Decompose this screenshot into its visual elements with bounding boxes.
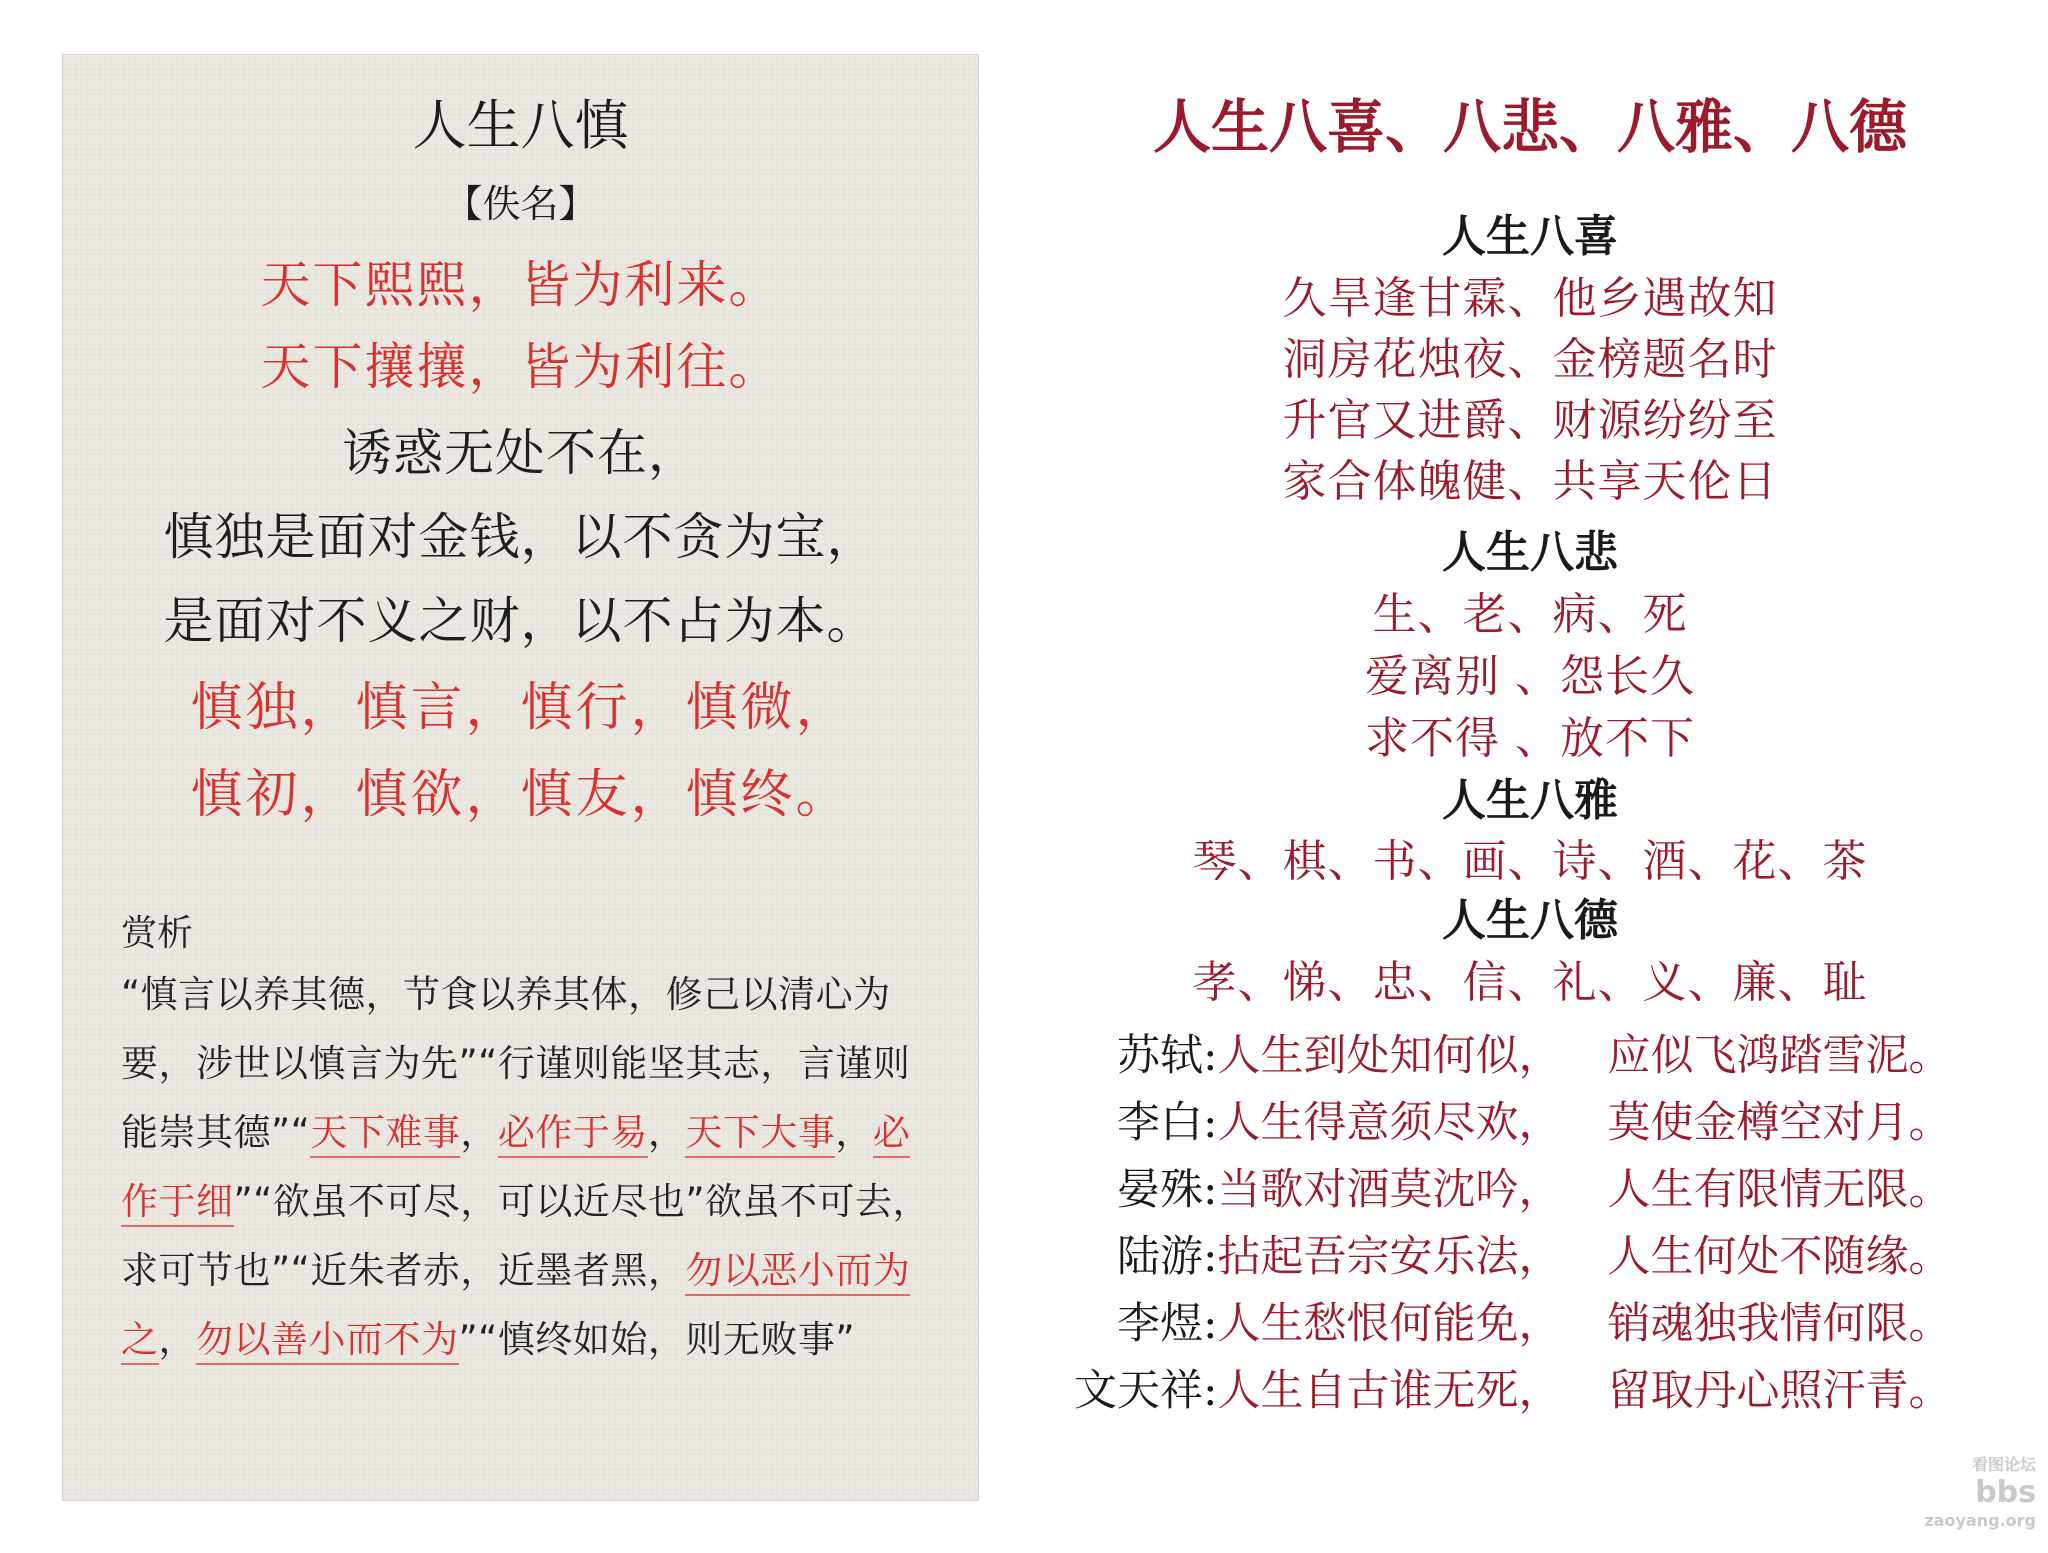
- quote-row: [1068, 1089, 1952, 1148]
- watermark: [1924, 1451, 2036, 1535]
- appreciation-heading: 赏析: [121, 913, 194, 954]
- joys-line: 洞房花烛夜、金榜题名时: [1282, 334, 1778, 385]
- colon: :: [1203, 1366, 1218, 1416]
- appreciation-text: ”“欲虽不可尽，可以近尽也”欲虽不可去，求可节也”“近朱者赤，近墨者黑，: [121, 1180, 931, 1292]
- right-title: 人生八喜、八悲、八雅、八德: [1152, 93, 1907, 161]
- poem-black-line: 诱惑无处不在，: [342, 424, 699, 482]
- left-card: [63, 55, 978, 1500]
- quote-line: 人生愁恨何能免，: [1217, 1299, 1562, 1349]
- colon: :: [1203, 1232, 1218, 1282]
- poem-red-line: 天下熙熙，皆为利来。: [260, 256, 781, 314]
- poet-name: 晏殊: [1117, 1165, 1203, 1215]
- quote-line: 销魂独我情何限。: [1607, 1299, 1952, 1349]
- appreciation-highlight: 必作于细: [121, 1111, 910, 1227]
- appreciation-highlight: 勿以恶小而为之: [121, 1249, 910, 1365]
- sorrows-heading: 人生八悲: [1442, 527, 1618, 578]
- joys-heading: 人生八喜: [1442, 211, 1618, 262]
- appreciation-text: ，: [460, 1111, 498, 1154]
- quote-line: 莫使金樽空对月。: [1607, 1098, 1952, 1148]
- virtues-heading: 人生八德: [1442, 895, 1618, 946]
- watermark-main: bbs: [1975, 1475, 2036, 1510]
- quote-line: 当歌对酒莫沈吟，: [1217, 1165, 1562, 1215]
- joys-line: 久旱逢甘霖、他乡遇故知: [1282, 273, 1778, 324]
- appreciation-highlight: 必作于易: [498, 1111, 648, 1158]
- quote-row: [1068, 1290, 1952, 1349]
- appreciation-body: [121, 960, 941, 1374]
- appreciation-highlight: 勿以善小而不为: [196, 1318, 459, 1365]
- poet-name: 苏轼: [1117, 1031, 1203, 1081]
- poem-black-line: 慎独是面对金钱，以不贪为宝，: [163, 508, 878, 566]
- appreciation-text: ，: [158, 1318, 196, 1361]
- appreciation-highlight: 天下大事: [685, 1111, 835, 1158]
- joys-line: 升官又进爵、财源纷纷至: [1282, 395, 1778, 446]
- poet-name: 文天祥: [1074, 1366, 1203, 1416]
- quote-line: 人生自古谁无死，: [1217, 1366, 1562, 1416]
- poem-red-line: 慎初，慎欲，慎友，慎终。: [190, 765, 851, 825]
- quote-line: 人生得意须尽欢，: [1217, 1098, 1562, 1148]
- virtues-line: 孝、悌、忠、信、礼、义、廉、耻: [1192, 957, 1868, 1008]
- sorrows-line: 求不得 、放不下: [1365, 713, 1695, 764]
- appreciation-highlight: 天下难事: [310, 1111, 460, 1158]
- quote-line: 人生有限情无限。: [1607, 1165, 1952, 1215]
- colon: :: [1203, 1098, 1218, 1148]
- poem-black-line: 是面对不义之财，以不占为本。: [163, 592, 878, 650]
- colon: :: [1203, 1165, 1218, 1215]
- quote-row: [1068, 1223, 1952, 1282]
- sorrows-line: 生、老、病、死: [1372, 589, 1688, 640]
- poet-name: 李煜: [1117, 1299, 1203, 1349]
- elegances-line: 琴、棋、书、画、诗、酒、花、茶: [1192, 836, 1868, 887]
- appreciation-text: ，: [835, 1111, 873, 1154]
- quote-line: 人生到处知何似，: [1217, 1031, 1562, 1081]
- appreciation-text: “慎言以养其德，节食以养其体，修己以清心为要，涉世以慎言为先”“行谨则能坚其志，言谨则能崇其德”“: [121, 973, 911, 1154]
- poem-red-line: 慎独，慎言，慎行，慎微，: [190, 678, 851, 738]
- poem-red-line: 天下攘攘，皆为利往。: [260, 338, 781, 396]
- poem-author: 【佚名】: [444, 182, 597, 226]
- colon: :: [1203, 1299, 1218, 1349]
- elegances-heading: 人生八雅: [1442, 775, 1618, 826]
- quote-row: [1068, 1156, 1952, 1215]
- appreciation-text: ”“慎终如始，则无败事”: [458, 1318, 856, 1361]
- quote-row: [1068, 1022, 1952, 1081]
- watermark-domain: zaoyang.org: [1924, 1511, 2036, 1530]
- poet-name: 陆游: [1117, 1232, 1203, 1282]
- sorrows-line: 爱离别 、怨长久: [1365, 651, 1695, 702]
- poem-title: 人生八慎: [412, 94, 629, 157]
- joys-line: 家合体魄健、共享天伦日: [1282, 456, 1778, 507]
- watermark-sub: 看图论坛: [1971, 1455, 2036, 1474]
- quote-line: 人生何处不随缘。: [1607, 1232, 1952, 1282]
- appreciation-text: ，: [647, 1111, 686, 1154]
- quote-line: 留取丹心照汗青。: [1607, 1366, 1952, 1416]
- quote-row: [1068, 1357, 1952, 1416]
- poet-name: 李白: [1117, 1098, 1203, 1148]
- colon: :: [1203, 1031, 1218, 1081]
- quote-line: 应似飞鸿踏雪泥。: [1607, 1031, 1952, 1081]
- quote-line: 拈起吾宗安乐法，: [1217, 1232, 1562, 1282]
